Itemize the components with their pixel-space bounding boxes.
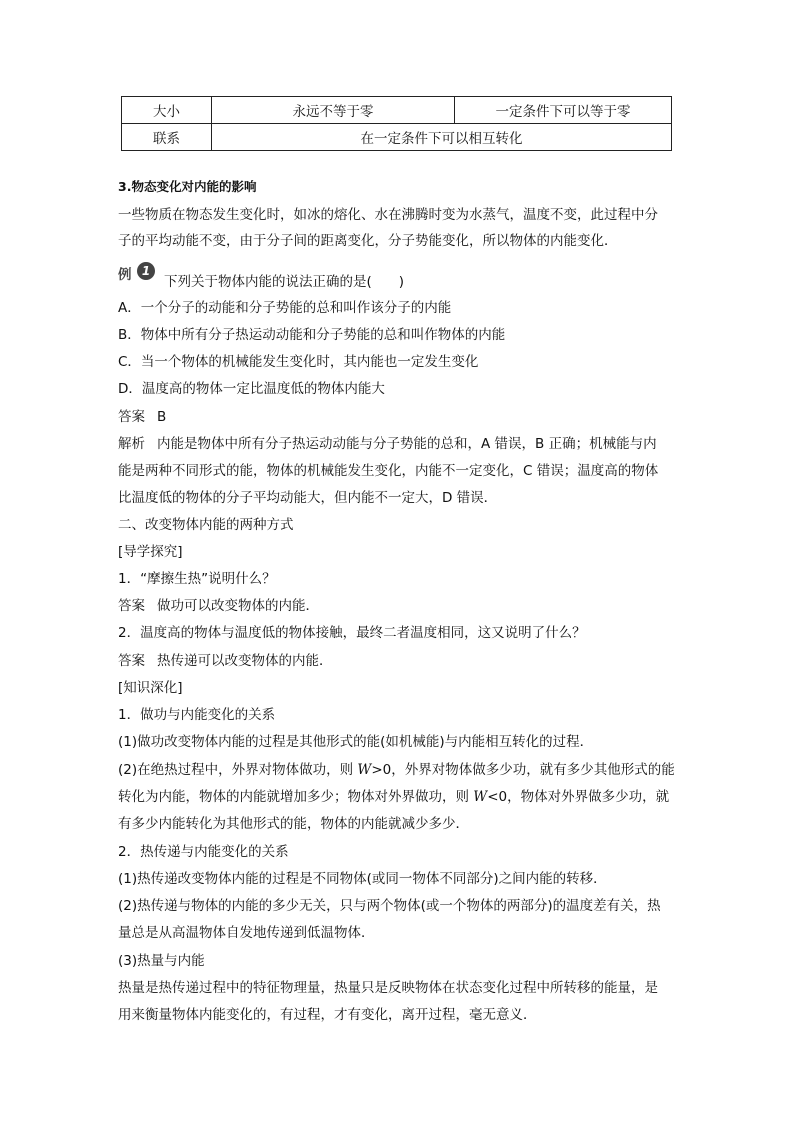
option-b: B．物体中所有分子热运动动能和分子势能的总和叫作物体的内能 [118,327,506,343]
paragraph-line: 热量是热传递过程中的特征物理量，热量只是反映物体在状态变化过程中所转移的能量，是 [118,980,658,996]
paragraph-line: 子的平均动能不变，由于分子间的距离变化，分子势能变化，所以物体的内能变化． [118,233,618,249]
answer-value: B [157,409,167,425]
example-number-badge: 1 [137,262,155,280]
table-cell-label: 大小 [122,97,212,124]
paragraph-line: 量总是从高温物体自发地传递到低温物体． [118,925,375,941]
deep-heading: [知识深化] [118,680,183,696]
answer-label: 答案 [118,409,145,425]
analysis-label: 解析 [118,436,145,452]
answer-line [118,407,166,427]
paragraph-line: 一些物质在物态发生变化时，如冰的熔化、水在沸腾时变为水蒸气，温度不变，此过程中分 [118,207,658,223]
subsection-title: 1．做功与内能变化的关系 [118,707,276,723]
example-label: 例 [118,267,132,283]
section-heading: 3.物态变化对内能的影响 [118,179,257,194]
answer-2 [118,651,333,671]
paragraph-line: (1)做功改变物体内能的过程是其他形式的能(如机械能)与内能相互转化的过程． [118,734,594,750]
answer-text: 热传递可以改变物体的内能． [157,653,333,669]
table-row [122,97,672,124]
paragraph-line: (3)热量与内能 [118,953,205,969]
text-run: <0，物体对外界做多少功，就 [487,789,670,805]
paragraph-line: (1)热传递改变物体内能的过程是不同物体(或同一物体不同部分)之间内能的转移． [118,871,607,887]
answer-label: 答案 [118,653,145,669]
example-question: 下列关于物体内能的说法正确的是( ) [164,274,405,290]
option-c: C．当一个物体的机械能发生变化时，其内能也一定发生变化 [118,354,479,370]
question-1: 1．“摩擦生热”说明什么？ [118,571,276,587]
option-d: D．温度高的物体一定比温度低的物体内能大 [118,381,385,397]
analysis-line: 能是两种不同形式的能，物体的机械能发生变化，内能不一定变化，C 错误；温度高的物体 [118,463,659,479]
subsection-title: 2．热传递与内能变化的关系 [118,844,289,860]
comparison-table [121,96,672,151]
text-run: (2)在绝热过程中，外界对物体做功，则 [118,762,358,778]
answer-label: 答案 [118,598,145,614]
variable-w: W [473,789,488,805]
analysis-line: 比温度低的物体的分子平均动能大，但内能不一定大，D 错误． [118,490,498,506]
table-row [122,124,672,151]
text-run: >0，外界对物体做多少功，就有多少其他形式的能 [371,762,675,778]
paragraph-line: (2)热传递与物体的内能的多少无关，只与两个物体(或一个物体的两部分)的温度差有关，热 [118,898,661,914]
paragraph-line [118,760,675,780]
variable-w: W [357,762,372,778]
part-heading: 二、改变物体内能的两种方式 [118,517,294,533]
analysis-line [118,434,657,454]
question-2: 2．温度高的物体与温度低的物体接触，最终二者温度相同，这又说明了什么？ [118,625,586,641]
guide-heading: [导学探究] [118,544,183,560]
analysis-text: 内能是物体中所有分子热运动动能与分子势能的总和，A 错误，B 正确；机械能与内 [157,436,657,452]
paragraph-line: 用来衡量物体内能变化的，有过程，才有变化，离开过程，毫无意义． [118,1007,537,1023]
answer-text: 做功可以改变物体的内能． [157,598,319,614]
table-cell-label: 联系 [122,124,212,151]
answer-1 [118,596,319,616]
paragraph-line: 有多少内能转化为其他形式的能，物体的内能就减少多少． [118,816,469,832]
table-cell-merged: 在一定条件下可以相互转化 [212,124,672,151]
option-a: A．一个分子的动能和分子势能的总和叫作该分子的内能 [118,300,452,316]
text-run: 转化为内能，物体的内能就增加多少；物体对外界做功，则 [118,789,474,805]
paragraph-line [118,787,669,807]
table-cell: 永远不等于零 [212,97,455,124]
table-cell: 一定条件下可以等于零 [455,97,672,124]
